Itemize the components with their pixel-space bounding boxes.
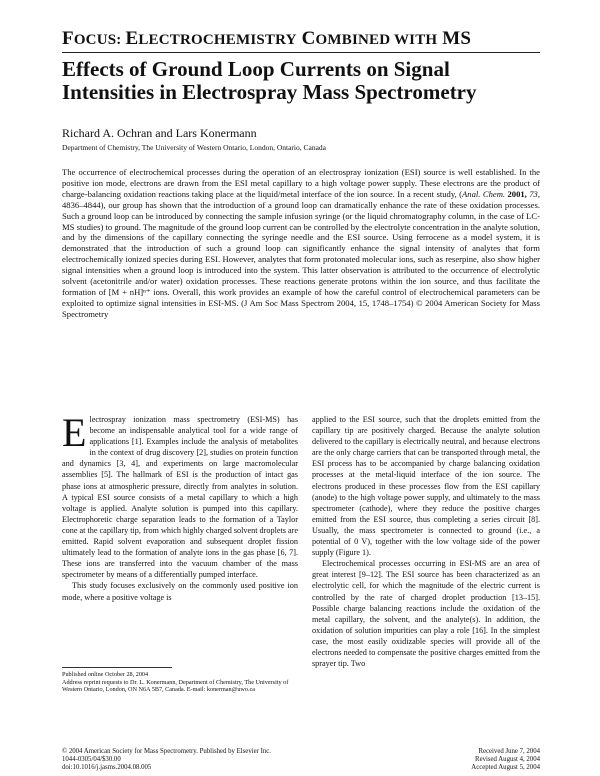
revised-date: Revised August 4, 2004 [475, 756, 540, 763]
paragraph: applied to the ESI source, such that the droplets emitted from the capillary tip are positively charged. Because the analyte solution delivered to the capillary is electrically neutral, and because electrons are the only charge carriers that can be transported through metal, the ESI process has to be accompanied by charge balancing oxidation processes at the metal-liquid interface of the ion source. The electrons produced in these processes flow from the ESI capillary (anode) to the high voltage power supply, and ultimately to the mass spectrometer (cathode), where they reduce the positive charges emitted from the ESI source, thus completing a series circuit [8]. Usually, the mass spectrometer is connected to ground (i.e., a potential of 0 V), together with the low voltage side of the power supply (Figure 1). [312, 415, 540, 558]
header-rule [62, 52, 540, 53]
published-date: Published online October 28, 2004 [62, 671, 149, 678]
paragraph: Electrochemical processes occurring in ESI-MS are an area of great interest [9–12]. The ESI source has been characterized as an electrolytic cell, for which the magnitude of the electric current is controlled by the rate of charged droplet production [13–15]. Possible charge balancing reactions include the oxidation of the metal capillary, the solvent, and the analyte(s). In addition, the oxidation of solution impurities can play a role [16]. In the simplest case, the most easily oxidizable species will provide all of the electrons needed to compensate the positive charges emitted from the sprayer tip. Two [312, 559, 540, 669]
doi: doi:10.1016/j.jasms.2004.08.005 [62, 764, 152, 771]
section-heading: FOCUS: ELECTROCHEMISTRY COMBINED WITH MS [62, 28, 472, 49]
authors: Richard A. Ochran and Lars Konermann [62, 126, 257, 140]
journal-ref: Anal. Chem. [462, 188, 506, 199]
article-title: Effects of Ground Loop Currents on Signal Intensities in Electrospray Mass Spectrometry [62, 57, 477, 104]
copyright: © 2004 American Society for Mass Spectrometry. Published by Elsevier Inc. [62, 748, 271, 755]
paragraph: This study focuses exclusively on the commonly used positive ion mode, where a positive voltage is [62, 581, 298, 602]
footnote-rule [62, 667, 172, 668]
body-column-left [62, 410, 298, 603]
received-date: Received June 7, 2004 [478, 748, 540, 755]
footer-dates [400, 748, 540, 772]
affiliation: Department of Chemistry, The University of Western Ontario, London, Ontario, Canada [62, 143, 326, 152]
correspondence-address: Address reprint requests to Dr. L. Konermann, Department of Chemistry, The University of Western Ontario, London, ON N6A 5B7, Canada. E-mail: konerman@uwo.ca [62, 678, 289, 694]
year-ref: 2001, [505, 188, 527, 199]
abstract: The occurrence of electrochemical processes during the operation of an electrospray ionization (ESI) source is well established. In the positive ion mode, electrons are drawn from the ESI metal capillary to a high voltage power supply. These electrons are the product of charge-balancing oxidation reactions taking place at the liquid/metal interface of the ion source. In a recent study, (Anal. Chem. 2001, 73, 4836–4844), our group has shown that the introduction of a ground loop can dramatically enhance the rate of these oxidation processes. Such a ground loop can be introduced by connecting the sample infusion syringe (or the liquid chromatography column, in the case of LC-MS studies) to ground. The magnitude of the ground loop current can be controlled by the electrolyte concentration in the analyte solution, and by the dimensions of the capillary connecting the syringe needle and the ESI source. Using ferrocene as a model system, it is demonstrated that the introduction of such a ground loop can significantly enhance the signal intensity of analytes that form electrochemically ionized species during ESI. However, analytes that form protonated molecular ions, such as reserpine, also show higher signal intensities when a ground loop is introduced into the system. This latter observation is attributed to the occurrence of electrolytic solvent (acetonitrile and/or water) oxidation processes. These reactions generate protons within the ion source, and thus facilitate the formation of [M + nH]ⁿ⁺ ions. Overall, this work provides an example of how the careful control of electrochemical parameters can be exploited to optimize signal intensities in ESI-MS. (J Am Soc Mass Spectrom 2004, 15, 1748–1754) © 2004 American Society for Mass Spectrometry [62, 167, 541, 319]
issn: 1044-0305/04/$30.00 [62, 756, 121, 763]
footer-publisher [62, 748, 362, 772]
paragraph: lectrospray ionization mass spectrometry (ESI-MS) has become an indispensable analytical tool for a wide range of applications [1]. Examples include the analysis of metabolites in the context of drug discovery [2], studies on protein function and dynamics [3, 4], and experiments on large macromolecular assemblies [5]. The hallmark of ESI is the production of intact gas phase ions at atmospheric pressure, directly from analytes in solution. A typical ESI source consists of a metal capillary to which a high voltage is applied. Analyte solution is pumped into this capillary. Electrophoretic charge separation leads to the formation of a Taylor cone at the capillary tip, from which highly charged solvent droplets are emitted. Rapid solvent evaporation and subsequent droplet fission ultimately lead to the formation of analyte ions in the gas phase [6, 7]. These ions are transferred into the vacuum chamber of the mass spectrometer by means of a differentially pumped interface. [62, 415, 298, 580]
footnote [62, 671, 298, 694]
drop-cap: E [62, 410, 87, 455]
accepted-date: Accepted August 5, 2004 [471, 764, 540, 771]
body-column-right [312, 414, 540, 669]
volume-ref: 73, [526, 188, 541, 199]
